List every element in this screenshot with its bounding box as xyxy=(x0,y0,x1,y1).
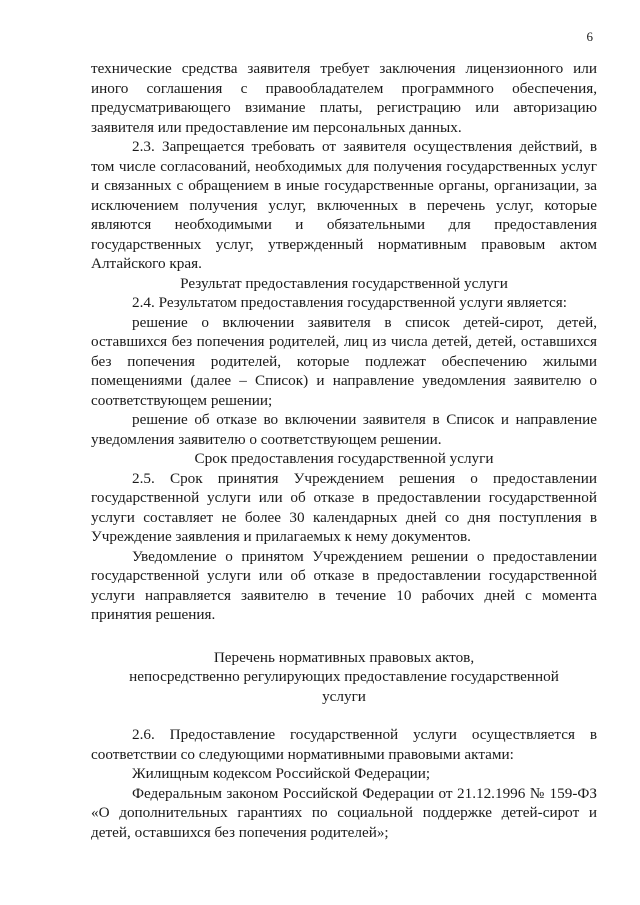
heading-legal-acts-line-1: Перечень нормативных правовых актов, xyxy=(213,648,475,666)
paragraph-housing-code: Жилищным кодексом Российской Федерации; xyxy=(132,765,431,782)
paragraph-2-5: 2.5. Срок принятия Учреждением решения о предоставлении государственной услуги или об отказе в предоставлении государственной услуги составляет не более 30 календарных дней со дня поступления в Учреждение заявления и прилагаемых к нему документов. xyxy=(91,469,597,545)
paragraph-2-3: 2.3. Запрещается требовать от заявителя осуществления действий, в том числе согласований, необходимых для получения государственных услуг и связанных с обращением в иные государственные органы, организации, за исключением получения услуг, включенных в перечень услуг, которые являются необходимыми и обязательными для предоставления государственных услуг, утвержденный нормативным правовым актом Алтайского края. xyxy=(91,138,597,272)
heading-term: Срок предоставления государственной услуги xyxy=(194,450,494,467)
document-body xyxy=(91,59,597,842)
paragraph-2-4: 2.4. Результатом предоставления государственной услуги является: xyxy=(132,294,567,311)
paragraph-decision-refuse: решение об отказе во включении заявителя в Список и направление уведомления заявителю о соответствующем решении. xyxy=(91,411,597,448)
heading-legal-acts xyxy=(91,648,597,707)
paragraph-2-6: 2.6. Предоставление государственной услуги осуществляется в соответствии со следующими нормативными правовыми актами: xyxy=(91,726,597,763)
heading-legal-acts-line-2: непосредственно регулирующих предоставление государственной xyxy=(129,668,559,685)
paragraph-federal-law: Федеральным законом Российской Федерации от 21.12.1996 № 159-ФЗ «О дополнительных гарантиях по социальной поддержке детей-сирот и детей, оставшихся без попечения родителей»; xyxy=(91,784,597,841)
paragraph-notification: Уведомление о принятом Учреждением решении о предоставлении государственной услуги или об отказе в предоставлении государственной услуги направляется заявителю в течение 10 рабочих дней с момента принятия решения. xyxy=(91,547,597,623)
page-number: 6 xyxy=(586,29,593,44)
paragraph-continued: технические средства заявителя требует заключения лицензионного или иного соглашения с правообладателем программного обеспечения, предусматривающего взимание платы, регистрацию или авторизацию заявителя или предоставление им персональных данных. xyxy=(91,60,597,136)
heading-legal-acts-line-3: услуги xyxy=(322,687,366,705)
heading-result: Результат предоставления государственной услуги xyxy=(180,274,508,292)
paragraph-decision-include: решение о включении заявителя в список детей-сирот, детей, оставшихся без попечения родителей, лиц из числа детей, детей, оставшихся без попечения родителей, которые подлежат обеспечению жилыми помещениями (далее – Список) и направление уведомления заявителю о соответствующем решении; xyxy=(91,313,597,409)
